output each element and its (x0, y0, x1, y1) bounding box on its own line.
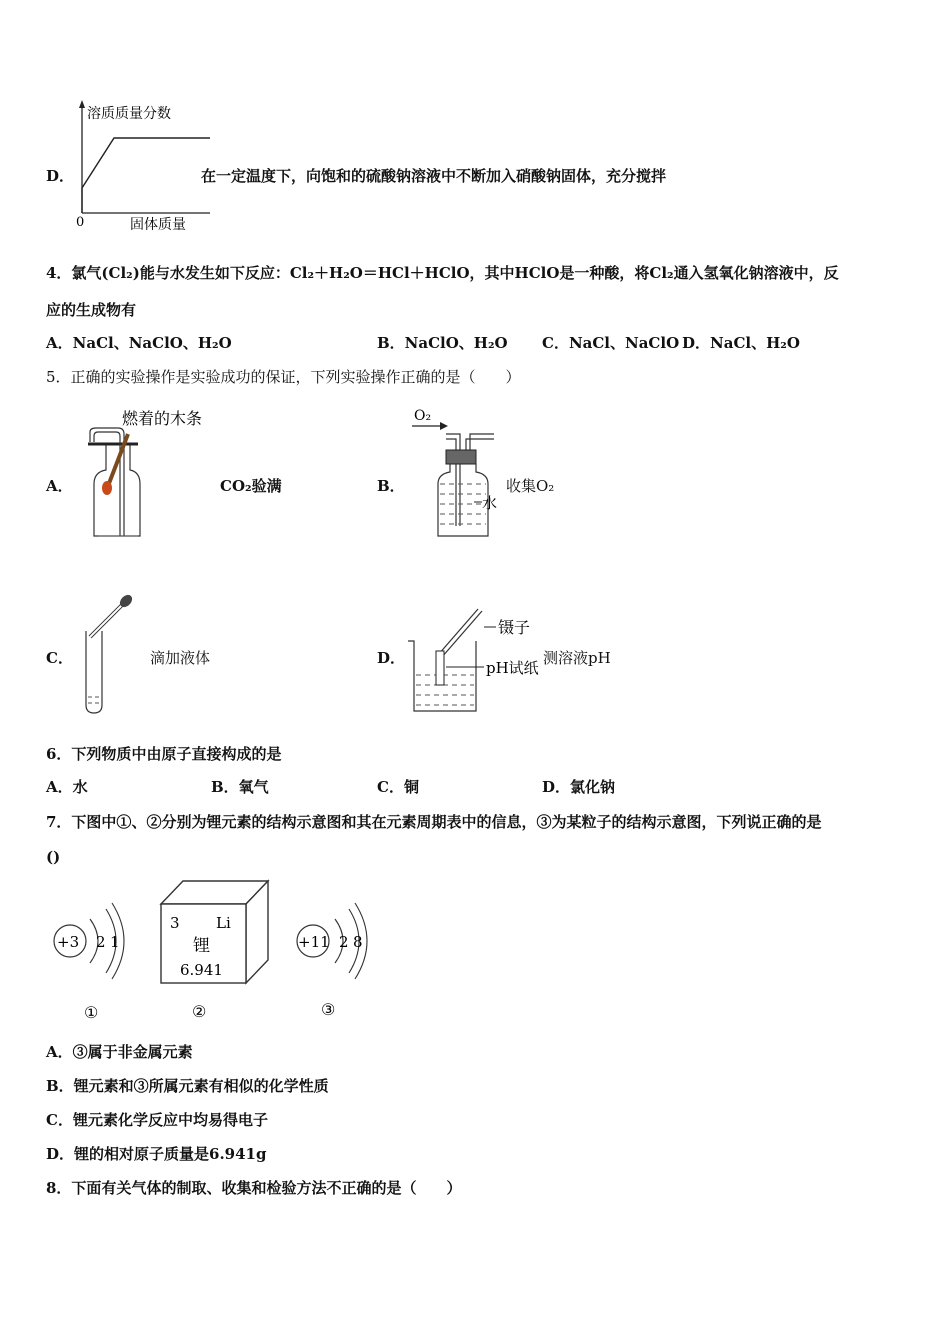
q4-option-a: A．NaCl、NaClO、H₂O (46, 334, 232, 352)
burning-stick-label: 燃着的木条 (122, 409, 203, 428)
co2-test-figure (80, 404, 240, 544)
q5-option-c-label: C． (46, 649, 73, 667)
q7-option-c: C．锂元素化学反应中均易得电子 (46, 1111, 268, 1129)
atomic-mass: 6.941 (180, 961, 223, 979)
q5-option-d-text: 测溶液pH (543, 649, 611, 667)
q4-stem-line2: 应的生成物有 (46, 301, 137, 319)
sodium-atom-diagram (293, 885, 383, 1025)
q5-stem: 5．正确的实验操作是实验成功的保证，下列实验操作正确的是（ ） (46, 368, 521, 386)
tweezers (438, 609, 478, 655)
chart-series-line (82, 138, 210, 213)
q5-option-a-label: A． (46, 477, 73, 495)
ph-paper-label: pH试纸 (486, 659, 539, 677)
q6-option-b: B．氧气 (211, 778, 269, 796)
figure-3-caption: ③ (321, 1000, 336, 1019)
q6-option-c: C．铜 (377, 778, 419, 796)
q5-option-b-text: 收集O₂ (506, 477, 555, 495)
chart-ylabel: 溶质质量分数 (87, 106, 171, 122)
figure-2-caption: ② (192, 1002, 207, 1021)
q4-option-c: C．NaCl、NaClO (542, 334, 680, 352)
lithium-atom-diagram (50, 885, 140, 1025)
flame-icon (102, 481, 112, 495)
shell-2-electrons: 8 (353, 933, 363, 951)
q3-option-d-label: D． (46, 167, 75, 185)
q4-option-d: D．NaCl、H₂O (682, 334, 800, 352)
o2-arrow-label: O₂ (414, 408, 432, 424)
gas-bottle (438, 464, 488, 536)
ph-test-figure (404, 605, 554, 715)
chart-xlabel: 固体质量 (130, 217, 186, 233)
q5-option-c-text: 滴加液体 (150, 649, 211, 667)
nucleus-charge: +3 (57, 933, 80, 951)
periodic-cell-diagram (156, 876, 276, 1021)
shell-1-electrons: 2 (339, 933, 349, 951)
q4-option-b: B．NaClO、H₂O (377, 334, 508, 352)
q7-option-a: A．③属于非金属元素 (46, 1043, 193, 1061)
nucleus-charge: +11 (298, 933, 330, 951)
o2-collection-figure (408, 404, 518, 539)
q7-option-d: D．锂的相对原子质量是6.941g (46, 1145, 267, 1163)
q6-option-a: A．水 (46, 778, 88, 796)
solubility-chart (70, 98, 220, 238)
q7-stem-line2: () (46, 848, 61, 866)
figure-1-caption: ① (84, 1003, 99, 1022)
test-tube (86, 631, 102, 713)
atomic-number: 3 (170, 914, 180, 932)
chart-y-arrow (79, 100, 85, 108)
dropper-figure (78, 593, 148, 718)
q7-stem-line1: 7．下图中①、②分别为锂元素的结构示意图和其在元素周期表中的信息，③为某粒子的结构示意图，下列说正确的是 (46, 813, 822, 831)
inlet-tube (446, 434, 460, 526)
q6-stem: 6．下列物质中由原子直接构成的是 (46, 745, 282, 763)
q6-option-d: D．氯化钠 (542, 778, 616, 796)
shell-1-electrons: 2 (96, 933, 106, 951)
q5-option-d-label: D． (377, 649, 406, 667)
q8-stem: 8．下面有关气体的制取、收集和检验方法不正确的是（ ） (46, 1179, 462, 1197)
tweezer-label: 镊子 (498, 618, 531, 637)
q5-option-b-label: B． (377, 477, 405, 495)
element-symbol: Li (216, 914, 231, 932)
wooden-stick (108, 434, 128, 486)
q7-option-b: B．锂元素和③所属元素有相似的化学性质 (46, 1077, 329, 1095)
q5-option-a-text: CO₂验满 (220, 477, 282, 495)
element-name: 锂 (193, 936, 210, 956)
ph-paper (436, 651, 444, 685)
q4-stem-line1: 4．氯气(Cl₂)能与水发生如下反应：Cl₂＋H₂O＝HCl＋HClO，其中HClO是一种酸，将Cl₂通入氢氧化钠溶液中，反 (46, 264, 839, 282)
water-label: 水 (482, 494, 498, 512)
q3-option-d-text: 在一定温度下，向饱和的硫酸钠溶液中不断加入硝酸钠固体，充分搅拌 (201, 167, 667, 185)
bottle-stopper (446, 450, 476, 464)
chart-origin: 0 (76, 215, 85, 230)
shell-2-electrons: 1 (110, 933, 120, 951)
